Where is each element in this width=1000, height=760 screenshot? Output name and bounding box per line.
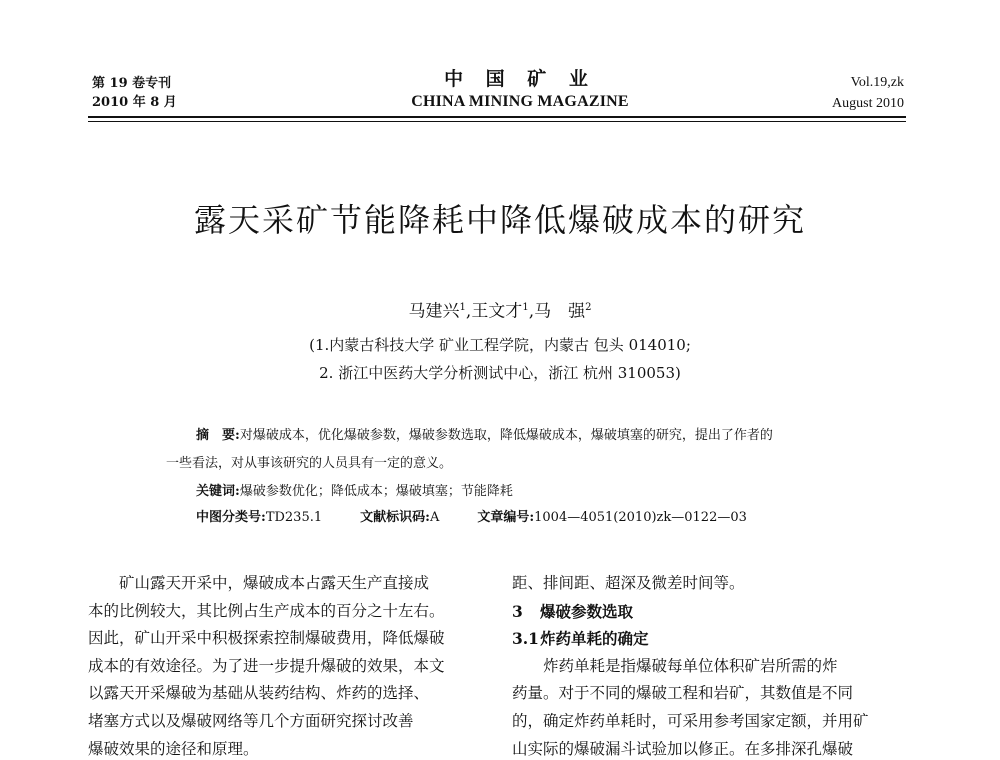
body-line: 山实际的爆破漏斗试验加以修正。在多排深孔爆破 bbox=[512, 739, 854, 758]
body-line: 爆破效果的途径和原理。 bbox=[88, 739, 259, 758]
paper-title: 露天采矿节能降耗中降低爆破成本的研究 bbox=[193, 201, 806, 239]
clc-label: 中图分类号: bbox=[196, 510, 266, 525]
volume-date: August 2010 bbox=[832, 96, 904, 111]
body-line: 因此，矿山开采中积极探索控制爆破费用，降低爆破 bbox=[88, 629, 445, 648]
clc-number bbox=[196, 508, 322, 528]
document-code bbox=[360, 508, 439, 528]
abstract-line-1 bbox=[196, 426, 773, 446]
body-line: 本的比例较大，其比例占生产成本的百分之十左右。 bbox=[88, 601, 445, 620]
section-heading-3-1 bbox=[512, 625, 916, 653]
article-number bbox=[477, 510, 747, 525]
author-affiliation-mark: 1 bbox=[459, 302, 466, 313]
body-line: 距、排间距、超深及微差时间等。 bbox=[512, 574, 745, 592]
classification-line bbox=[196, 508, 747, 528]
abstract-line-2: 一些看法，对从事该研究的人员具有一定的意义。 bbox=[166, 456, 453, 471]
author-name: 马建兴 bbox=[408, 301, 460, 322]
journal-masthead bbox=[340, 66, 700, 112]
body-column-left bbox=[88, 570, 488, 760]
affiliation-1: (1.内蒙古科技大学 矿业工程学院，内蒙古 包头 014010; bbox=[309, 336, 691, 354]
abstract-text: 对爆破成本，优化爆破参数，爆破参数选取，降低爆破成本，爆破填塞的研究，提出了作者的 bbox=[239, 428, 773, 443]
doc-value: A bbox=[429, 510, 440, 525]
header-rule-thin bbox=[88, 121, 906, 122]
journal-name-chinese: 中 国 矿 业 bbox=[444, 68, 596, 90]
keywords-text: 爆破参数优化；降低成本；爆破填塞；节能降耗 bbox=[239, 484, 513, 499]
header-rule-thick bbox=[88, 116, 906, 118]
body-line: 药量。对于不同的爆破工程和岩矿，其数值是不同 bbox=[512, 684, 854, 703]
abstract-label: 摘 要: bbox=[196, 428, 240, 443]
issue-info bbox=[92, 74, 177, 112]
issue-date: 2010 年 8 月 bbox=[92, 95, 177, 110]
body-column-right bbox=[512, 570, 916, 760]
section-number: 3 bbox=[512, 601, 523, 621]
keywords-line bbox=[196, 482, 513, 502]
author-list: 马建兴$^1$,王文才$^1$,马 强$^2$ bbox=[408, 301, 592, 322]
keywords-label: 关键词: bbox=[196, 484, 240, 499]
author-affiliation-mark: 2 bbox=[585, 302, 592, 313]
section-title: 炸药单耗的确定 bbox=[540, 629, 649, 649]
article-label: 文章编号: bbox=[477, 510, 535, 525]
article-value: 1004—4051(2010)zk—0122—03 bbox=[534, 510, 747, 525]
section-number: 3.1 bbox=[512, 629, 539, 649]
journal-name-english: CHINA MINING MAGAZINE bbox=[411, 93, 629, 110]
body-line: 堵塞方式以及爆破网络等几个方面研究探讨改善 bbox=[88, 711, 414, 730]
body-line: 成本的有效途径。为了进一步提升爆破的效果，本文 bbox=[88, 656, 445, 675]
issue-volume: 第 19 卷专刊 bbox=[92, 76, 172, 91]
body-line: 矿山露天开采中，爆破成本占露天生产直接成 bbox=[119, 574, 430, 592]
author-affiliation-mark: 1 bbox=[522, 302, 529, 313]
affiliation-2: 2. 浙江中医药大学分析测试中心，浙江 杭州 310053) bbox=[319, 364, 681, 382]
section-title: 爆破参数选取 bbox=[540, 601, 634, 621]
author-name: 王文才 bbox=[471, 301, 523, 322]
body-line: 的，确定炸药单耗时，可采用参考国家定额，并用矿 bbox=[512, 711, 869, 730]
body-line: 炸药单耗是指爆破每单位体积矿岩所需的炸 bbox=[543, 656, 838, 675]
section-heading-3 bbox=[512, 598, 916, 626]
clc-value: TD235.1 bbox=[265, 510, 323, 525]
author-name: 马 强 bbox=[534, 301, 586, 322]
doc-label: 文献标识码: bbox=[360, 510, 430, 525]
volume-number: Vol.19,zk bbox=[850, 75, 904, 90]
volume-info bbox=[832, 72, 904, 114]
body-line: 以露天开采爆破为基础从装药结构、炸药的选择、 bbox=[88, 684, 430, 703]
